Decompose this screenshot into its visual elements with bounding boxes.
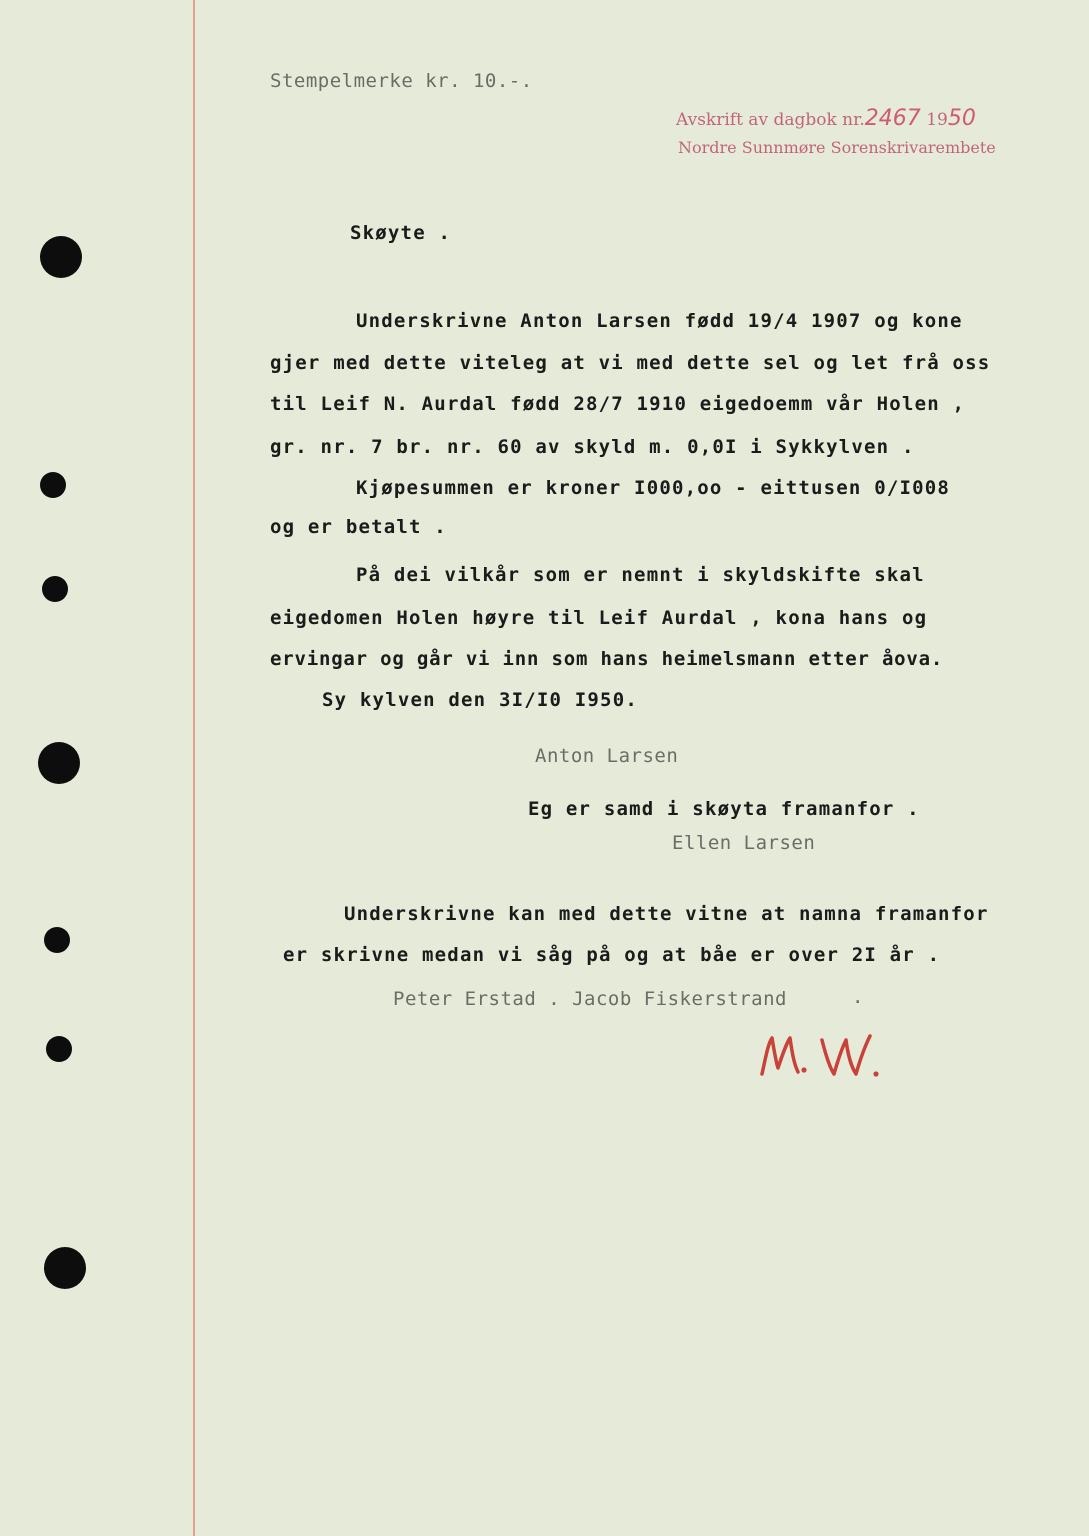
- body-line: eigedomen Holen høyre til Leif Aurdal , kona hans og: [270, 607, 928, 629]
- body-line: Kjøpesummen er kroner I000,oo - eittusen 0/I008: [356, 477, 951, 499]
- witness-signatures: Peter Erstad . Jacob Fiskerstrand: [393, 988, 787, 1010]
- archive-entry-number: 2467: [864, 106, 921, 131]
- punch-hole: [42, 576, 68, 602]
- body-line: til Leif N. Aurdal fødd 28/7 1910 eigedoemm vår Holen ,: [270, 393, 966, 415]
- place-date-line: Sy kylven den 3I/I0 I950.: [322, 689, 638, 711]
- witness-line: Underskrivne kan med dette vitne at namna framanfor: [344, 903, 989, 925]
- handwritten-initials: [752, 1020, 902, 1090]
- body-line: Underskrivne Anton Larsen fødd 19/4 1907 og kone: [356, 310, 963, 332]
- margin-line: [193, 0, 195, 1536]
- body-line: ervingar og går vi inn som hans heimelsmann etter åova.: [270, 648, 944, 670]
- punch-hole: [44, 927, 70, 953]
- archive-stamp-prefix: Avskrift av dagbok nr.: [676, 110, 865, 130]
- archive-stamp-office: Nordre Sunnmøre Sorenskrivarembete: [678, 138, 996, 157]
- punch-hole: [46, 1036, 72, 1062]
- consent-line: Eg er samd i skøyta framanfor .: [528, 798, 920, 820]
- archive-year-suffix: 50: [947, 106, 976, 131]
- archive-stamp: [676, 108, 976, 130]
- archive-year-prefix: 19: [926, 110, 948, 130]
- document-title: Skøyte .: [350, 222, 452, 244]
- punch-hole: [44, 1247, 86, 1289]
- body-line: På dei vilkår som er nemnt i skyldskifte skal: [356, 564, 925, 586]
- body-line: gjer med dette viteleg at vi med dette sel og let frå oss: [270, 352, 991, 374]
- signature-ellen-larsen: Ellen Larsen: [672, 832, 816, 854]
- witness-line: er skrivne medan vi såg på og at båe er over 2I år .: [283, 944, 941, 966]
- punch-hole: [40, 236, 82, 278]
- stamp-fee-line: Stempelmerke kr. 10.-.: [270, 70, 533, 92]
- punch-hole: [38, 742, 80, 784]
- witness-trailing-dot: .: [852, 986, 864, 1008]
- body-line: gr. nr. 7 br. nr. 60 av skyld m. 0,0I i Sykkylven .: [270, 436, 915, 458]
- body-line: og er betalt .: [270, 516, 447, 538]
- signature-anton-larsen: Anton Larsen: [535, 745, 679, 767]
- punch-hole: [40, 472, 66, 498]
